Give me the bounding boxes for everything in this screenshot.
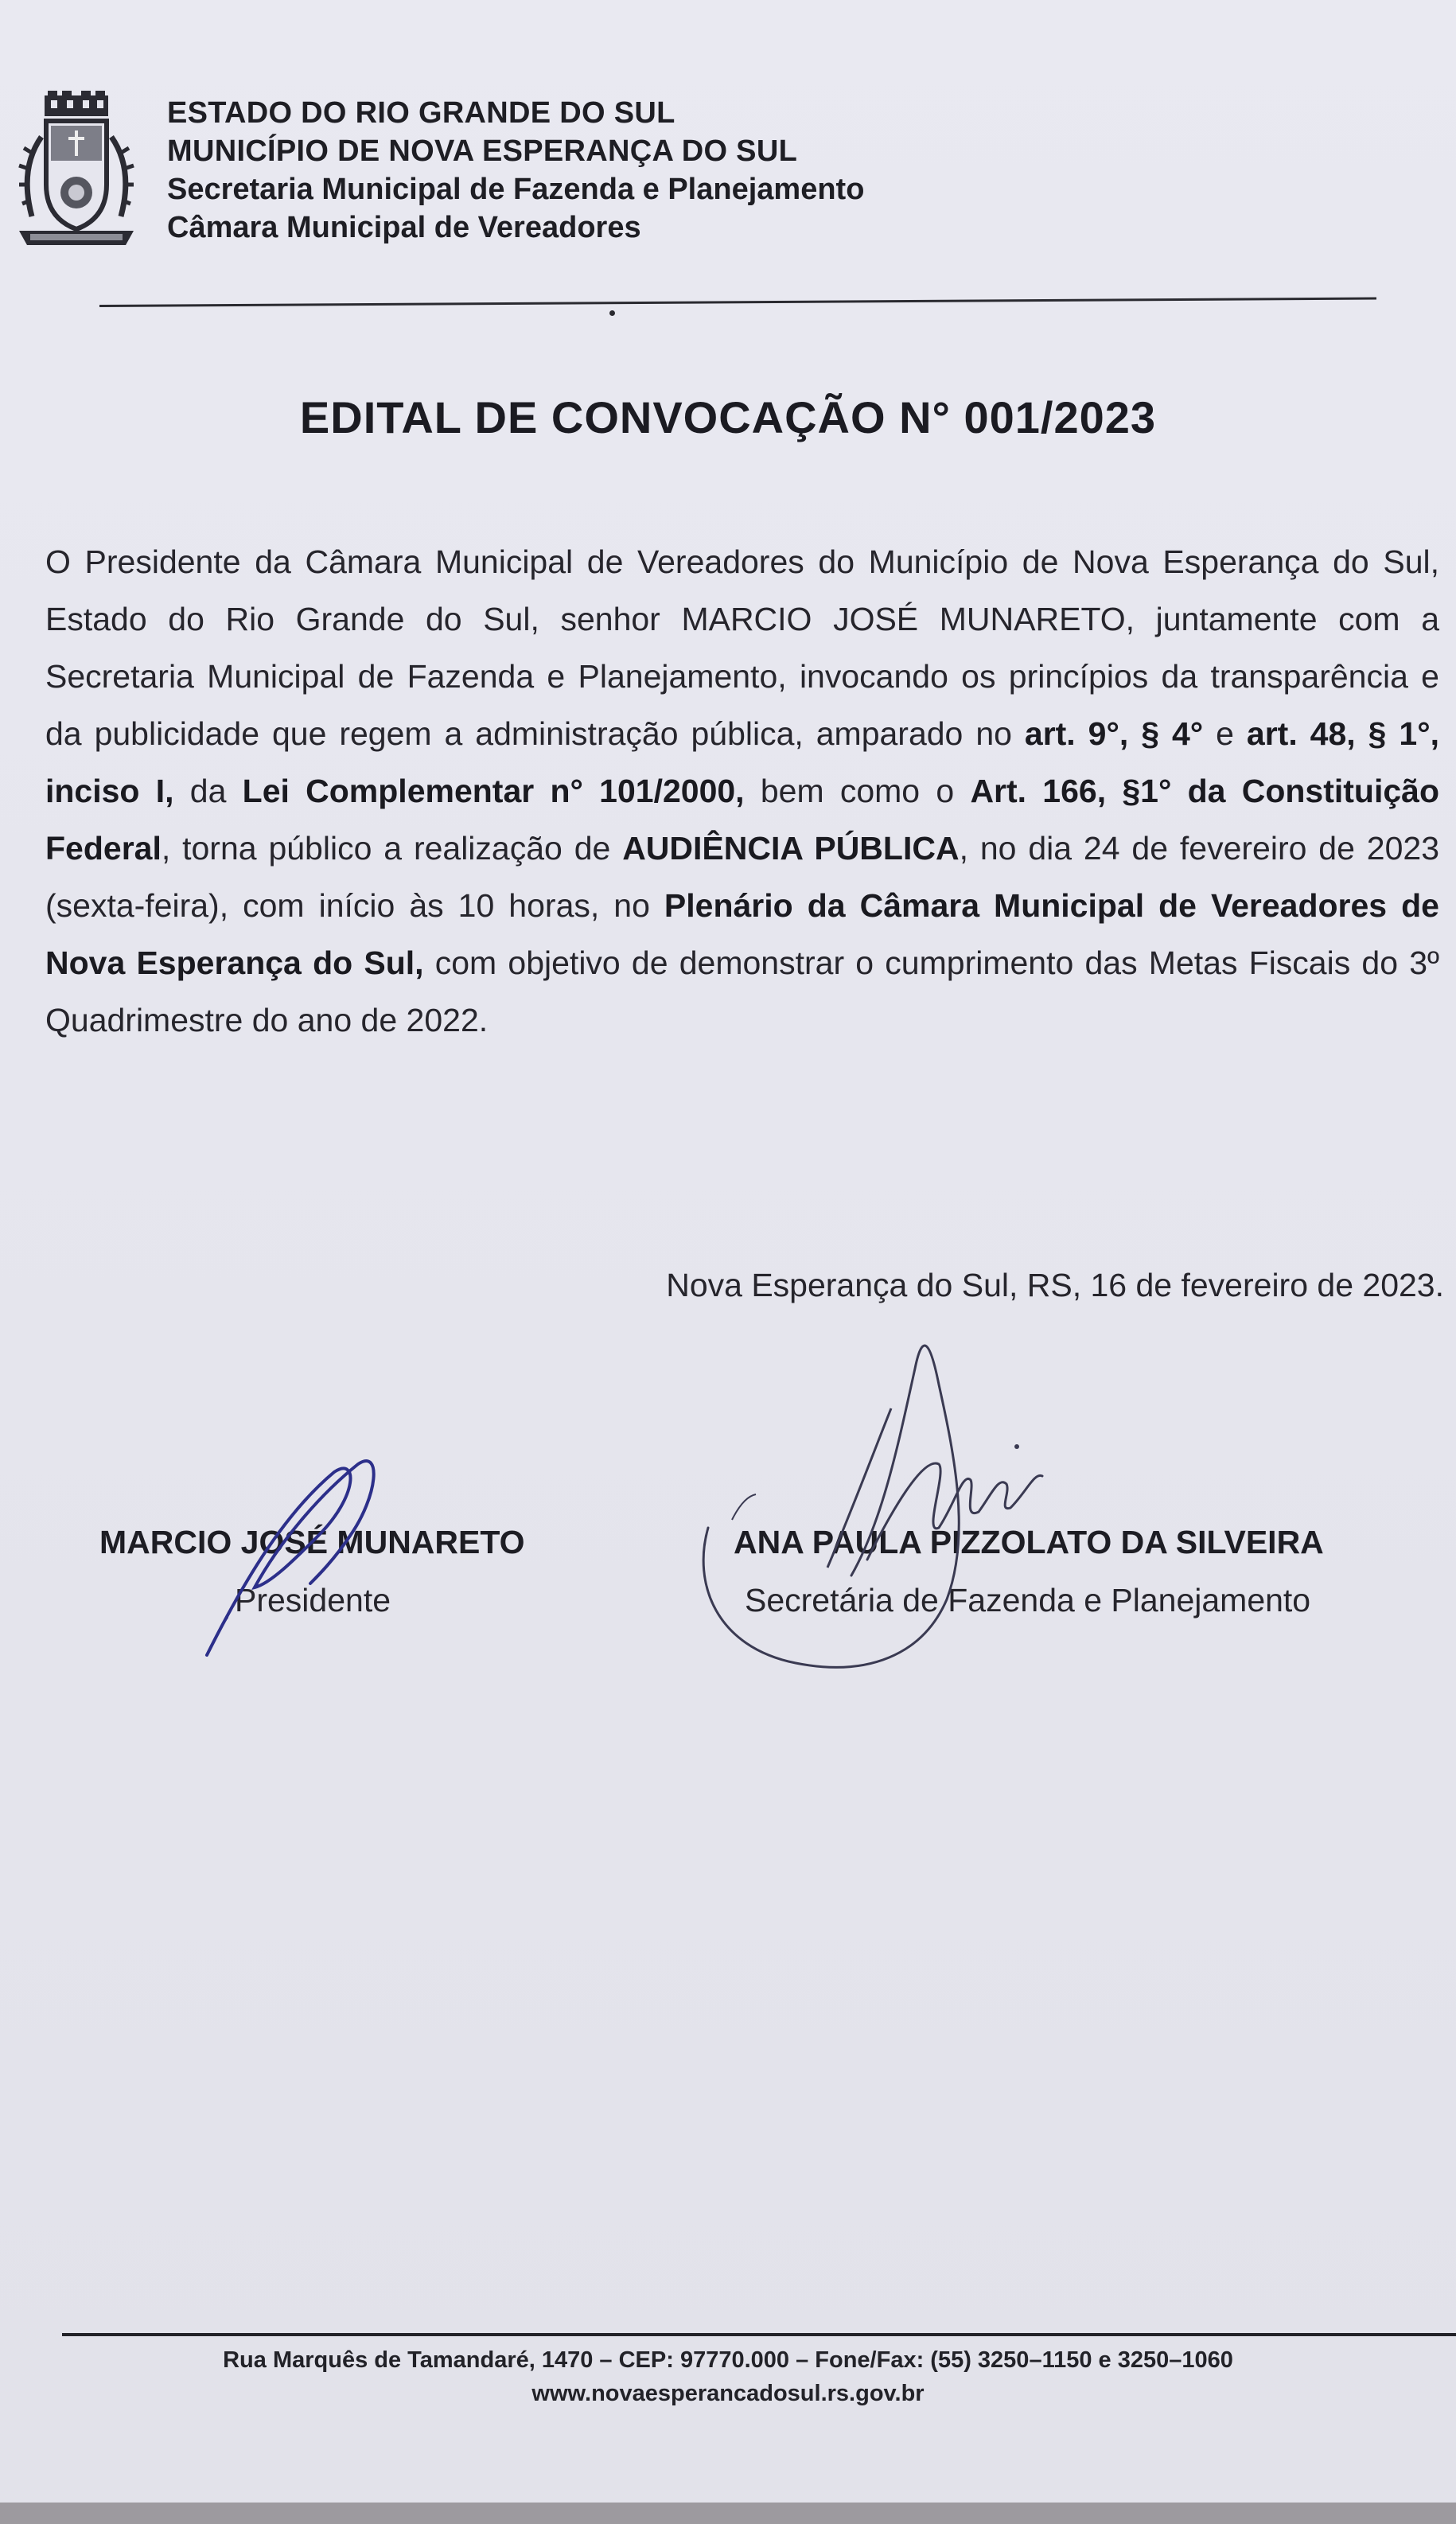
body-emphasis: art. 48, § 1°, inciso I, [45, 715, 1439, 809]
municipal-coat-of-arms-icon [14, 89, 138, 252]
place-and-date: Nova Esperança do Sul, RS, 16 de fevereiro de 2023. [666, 1267, 1444, 1303]
letterhead [167, 94, 864, 247]
body-text: , no dia 24 de fevereiro de 2023 (sexta-feira), com início às 10 horas, no [45, 830, 1440, 924]
signatory-role: Secretária de Fazenda e Planejamento [745, 1582, 1311, 1618]
footer-address: Rua Marquês de Tamandaré, 1470 – CEP: 97770.000 – Fone/Fax: (55) 3250–1150 e 3250–1060 [223, 2347, 1233, 2373]
header-divider-mark [609, 310, 615, 316]
background-surface [0, 2503, 1456, 2524]
body-text: O Presidente da Câmara Municipal de Vereadores do Município de Nova Esperança do Sul, Estado do Rio Grande do Sul, senhor MARCIO JOSÉ MUNARETO, juntamente com a Secretaria Municipal de Fazenda e Planejamento, invocando os princípios da transparência e da publicidade que regem a administração pública, amparado no [45, 543, 1439, 752]
document-body [45, 533, 1439, 1049]
body-text: bem como o [744, 773, 971, 809]
handwritten-signature-icon [684, 1313, 1162, 1711]
body-emphasis: Lei Complementar n° 101/2000, [242, 773, 745, 809]
body-text: , torna público a realização de [161, 830, 623, 867]
body-emphasis: AUDIÊNCIA PÚBLICA [622, 830, 960, 867]
letterhead-secretariat: Secretaria Municipal de Fazenda e Planejamento [167, 173, 865, 206]
letterhead-state: ESTADO DO RIO GRANDE DO SUL [167, 96, 675, 130]
signatory-name: ANA PAULA PIZZOLATO DA SILVEIRA [734, 1524, 1324, 1560]
footer-website: www.novaesperancadosul.rs.gov.br [531, 2381, 925, 2406]
letterhead-chamber: Câmara Municipal de Vereadores [167, 211, 641, 244]
signatory-name: MARCIO JOSÉ MUNARETO [99, 1524, 525, 1560]
letterhead-municipality: MUNICÍPIO DE NOVA ESPERANÇA DO SUL [167, 134, 798, 168]
body-text: da [173, 773, 243, 809]
footer-divider [62, 2333, 1456, 2336]
header-divider [99, 297, 1376, 307]
signatory-role: Presidente [235, 1582, 391, 1618]
body-text: com objetivo de demonstrar o cumprimento das Metas Fiscais do 3º Quadrimestre do ano de 2022. [45, 945, 1439, 1038]
body-emphasis: art. 9°, § 4° [1024, 715, 1204, 752]
handwritten-signature-icon [199, 1448, 422, 1671]
body-text: e [1203, 715, 1247, 752]
body-emphasis: Art. 166, §1° da Constituição Federal [45, 773, 1440, 867]
footer [0, 2343, 1456, 2410]
body-emphasis: Plenário da Câmara Municipal de Vereadores de Nova Esperança do Sul, [45, 887, 1439, 981]
document-title: EDITAL DE CONVOCAÇÃO N° 001/2023 [299, 392, 1157, 442]
